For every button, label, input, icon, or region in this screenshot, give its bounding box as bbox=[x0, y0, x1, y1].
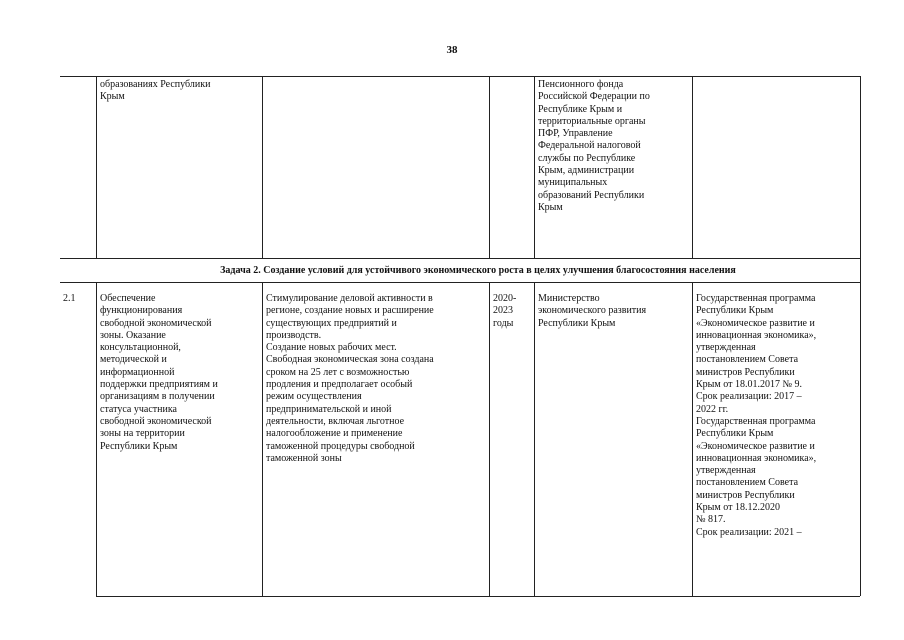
column-divider bbox=[262, 76, 263, 258]
table-cell-activity: Обеспечение функционирования свободной экономической зоны. Оказание консультационной, методической и информационной поддержки предприятиям и организациям в получении статуса участника свободной экономической зоны на территории Республики Крым bbox=[100, 293, 218, 452]
column-divider bbox=[860, 282, 861, 596]
table-cell-responsible: Пенсионного фонда Российской Федерации по Республике Крым и территориальные органы ПФР, Управление Федеральной налоговой службы по Республике Крым, администрации муниципальных образований Республики Крым bbox=[538, 79, 650, 213]
column-divider bbox=[692, 76, 693, 258]
table-top-border bbox=[60, 76, 860, 77]
column-divider bbox=[262, 282, 263, 596]
row-divider bbox=[60, 282, 860, 283]
page-number: 38 bbox=[446, 44, 458, 56]
column-divider bbox=[692, 282, 693, 596]
column-divider bbox=[860, 258, 861, 282]
table-cell-activity: образованиях Республики Крым bbox=[100, 79, 211, 103]
row-divider bbox=[60, 258, 860, 259]
table-cell-expected-result: Стимулирование деловой активности в регионе, создание новых и расширение существующих предприятий и производств. Создание новых рабочих мест. Свободная экономическая зона создана сроком на 25 лет с возможностью продления и предполагает особый режим осуществления предпринимательской и иной деятельности, включая льготное налогообложение и применение таможенной процедуры свободной таможенной зоны bbox=[266, 293, 434, 464]
table-cell-period: 2020- 2023 годы bbox=[493, 293, 517, 329]
column-divider bbox=[489, 282, 490, 596]
column-divider bbox=[534, 76, 535, 258]
column-divider bbox=[534, 282, 535, 596]
column-divider bbox=[489, 76, 490, 258]
column-divider bbox=[96, 76, 97, 258]
column-divider bbox=[860, 76, 861, 258]
table-cell-program: Государственная программа Республики Крым «Экономическое развитие и инновационная экономика», утвержденная постановлением Совета министров Республики Крым от 18.01.2017 № 9. Срок реализации: 2017 – 2022 гг. Государственная программа Республики Крым «Экономическое развитие и инновационная экономика», утвержденная постановлением Совета министров Республики Крым от 18.12.2020 № 817. Срок реализации: 2021 – bbox=[696, 293, 817, 538]
table-cell-number: 2.1 bbox=[63, 293, 76, 304]
table-cell-responsible: Министерство экономического развития Республики Крым bbox=[538, 293, 647, 329]
table-bottom-border bbox=[96, 596, 860, 597]
task-heading: Задача 2. Создание условий для устойчивого экономического роста в целях улучшения благосостояния населения bbox=[220, 265, 736, 276]
column-divider bbox=[96, 282, 97, 596]
